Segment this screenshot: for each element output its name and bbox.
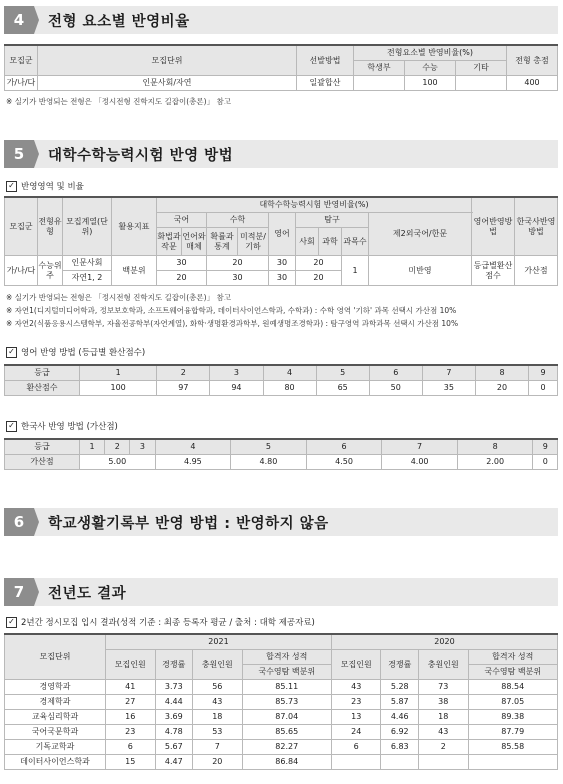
score: 2.00 [457,455,533,470]
cell: 20 [296,271,342,286]
cell: 4.47 [155,755,193,770]
cell: 미반영 [369,256,472,286]
cell: 85.11 [242,680,331,695]
score: 0 [533,455,558,470]
grade: 4 [155,439,231,455]
score: 50 [369,381,422,396]
cell: 87.04 [242,710,331,725]
col-pct: 국수영탐 백분위 [242,665,331,680]
cell: 6 [106,740,156,755]
score: 5.00 [80,455,156,470]
subsection-heading [6,616,315,628]
table-row [5,256,558,271]
section-title: 학교생활기록부 반영 방법 : 반영하지 않음 [48,515,329,532]
col-ratio: 전형요소별 반영비율(%) [354,45,507,61]
cell: 24 [331,725,381,740]
col-inquiry: 탐구 [296,213,369,228]
table-row [5,680,558,695]
grade: 3 [130,439,155,455]
col-2021: 2021 [106,634,332,650]
cell: 87.79 [468,725,557,740]
col-korean: 국어 [157,213,207,228]
cell: 87.05 [468,695,557,710]
cell: 4.46 [381,710,419,725]
checkbox-icon: ✓ [6,347,17,358]
cell: 5.67 [155,740,193,755]
col-type: 전형유형 [38,197,63,256]
col-science: 과학 [319,228,342,256]
cell: 18 [193,710,243,725]
cell: 1 [342,256,369,286]
col-pct: 국수영탐 백분위 [468,665,557,680]
subsection-heading [6,420,118,432]
cell: 86.84 [242,755,331,770]
grade: 5 [231,439,307,455]
col-total: 전형 총점 [507,45,558,76]
grade: 4 [263,365,316,381]
score: 65 [316,381,369,396]
cell: 82.27 [242,740,331,755]
section-7-header [4,578,558,606]
cell: 경영학과 [5,680,106,695]
cell: 30 [157,256,207,271]
table-row [5,740,558,755]
cell: 23 [331,695,381,710]
col-group: 모집군 [5,197,38,256]
cell: 89.38 [468,710,557,725]
cell: 가/나/다 [5,256,38,286]
cell: 5.87 [381,695,419,710]
col-second: 제2외국어/한문 [369,213,472,256]
score: 0 [529,381,558,396]
col-comp: 경쟁률 [155,650,193,680]
score: 97 [157,381,210,396]
cell: 2 [419,740,469,755]
col-2020: 2020 [331,634,557,650]
cell: 20 [193,755,243,770]
col-k1: 화법과작문 [157,228,182,256]
cell: 수능위주 [38,256,63,286]
cell: 5.28 [381,680,419,695]
score: 100 [80,381,157,396]
cell: 18 [419,710,469,725]
cell: 4.78 [155,725,193,740]
cell: 13 [331,710,381,725]
section-title: 전형 요소별 반영비율 [48,13,190,30]
subsection-label: 한국사 반영 방법 (가산점) [21,422,118,432]
cell: 기독교학과 [5,740,106,755]
cell: 43 [419,725,469,740]
cell [381,755,419,770]
grade: 8 [457,439,533,455]
col-index: 활용지표 [112,197,157,256]
cell [354,76,405,91]
cell: 30 [269,256,296,271]
score: 80 [263,381,316,396]
table-row [5,710,558,725]
col-method: 선발방법 [297,45,354,76]
score: 4.50 [306,455,382,470]
cell: 16 [106,710,156,725]
cell: 7 [193,740,243,755]
cell: 백분위 [112,256,157,286]
cell: 85.73 [242,695,331,710]
cell: 6.92 [381,725,419,740]
cell [331,755,381,770]
note: ※ 자연2(식품응용시스템학부, 자율전공학부(자연계열), 화학·생명환경과학부, 원예생명조경학과) : 탐구영역 과학과목 선택시 가산점 10% [6,319,459,328]
section-number: 5 [4,140,34,168]
cell: 85.58 [468,740,557,755]
grade: 9 [529,365,558,381]
col-english: 영어 [269,213,296,256]
table-row [5,76,558,91]
section-number: 4 [4,6,34,34]
checkbox-icon: ✓ [6,617,17,628]
section-number: 6 [4,508,34,536]
col-school: 학생부 [354,61,405,76]
table-row [5,455,558,470]
grade: 2 [105,439,130,455]
cell: 30 [269,271,296,286]
grade: 9 [533,439,558,455]
col-hist-method: 한국사반영방법 [515,197,558,256]
cell: 등급별환산점수 [472,256,515,286]
section-5-header [4,140,558,168]
col-k2: 언어와매체 [182,228,207,256]
section-title: 전년도 결과 [48,585,127,602]
cell: 73 [419,680,469,695]
col-waitlist: 충원인원 [193,650,243,680]
cell: 4.44 [155,695,193,710]
cell: 53 [193,725,243,740]
subsection-heading [6,180,84,192]
cell: 가산점 [515,256,558,286]
ratio-table [4,44,558,91]
cell: 인문사회/자연 [38,76,297,91]
col-suneung: 수능 [405,61,456,76]
table-row [5,725,558,740]
english-table [4,364,558,396]
row-label: 가산점 [5,455,80,470]
cell: 23 [106,725,156,740]
score: 20 [475,381,528,396]
checkbox-icon: ✓ [6,421,17,432]
subsection-heading [6,346,145,358]
cell [468,755,557,770]
cell: 43 [193,695,243,710]
cell: 400 [507,76,558,91]
col-etc: 기타 [456,61,507,76]
note: ※ 실기가 반영되는 전형은 「정시전형 진학지도 길잡이(총론)」 참고 [6,97,231,106]
subsection-label: 반영영역 및 비율 [21,182,84,192]
col-math: 수학 [207,213,269,228]
grade: 8 [475,365,528,381]
grade: 6 [369,365,422,381]
col-score: 합격자 성적 [468,650,557,665]
checkbox-icon: ✓ [6,181,17,192]
col-group: 모집군 [5,45,38,76]
suneung-table [4,196,558,286]
section-number: 7 [4,578,34,606]
grade: 7 [422,365,475,381]
section-4-header [4,6,558,34]
table-row [5,755,558,770]
subsection-label: 영어 반영 방법 (등급별 환산점수) [21,348,146,358]
cell: 국어국문학과 [5,725,106,740]
cell: 41 [106,680,156,695]
history-table [4,438,558,470]
subsection-label: 2년간 정시모집 입시 결과(성적 기준 : 최종 등록자 평균 / 출처 : 대학 제공자료) [21,618,315,628]
table-row [5,381,558,396]
cell: 6.83 [381,740,419,755]
cell: 100 [405,76,456,91]
score: 4.80 [231,455,307,470]
cell: 20 [296,256,342,271]
section-6-header [4,508,558,536]
cell: 자연1, 2 [63,271,112,286]
cell: 경제학과 [5,695,106,710]
col-subjects: 과목수 [342,228,369,256]
col-eng-method: 영어반영방법 [472,197,515,256]
section-title: 대학수학능력시험 반영 방법 [48,147,234,164]
cell: 85.65 [242,725,331,740]
cell: 3.73 [155,680,193,695]
cell: 6 [331,740,381,755]
cell: 38 [419,695,469,710]
cell: 3.69 [155,710,193,725]
score: 4.00 [382,455,458,470]
cell: 15 [106,755,156,770]
col-quota: 모집인원 [106,650,156,680]
cell: 56 [193,680,243,695]
col-unit: 모집단위 [5,634,106,680]
table-row [5,695,558,710]
cell [419,755,469,770]
col-unit: 모집단위 [38,45,297,76]
score: 4.95 [155,455,231,470]
col-quota: 모집인원 [331,650,381,680]
cell: 43 [331,680,381,695]
col-social: 사회 [296,228,319,256]
score: 94 [210,381,263,396]
cell: 30 [207,271,269,286]
col-ratio: 대학수학능력시험 반영비율(%) [157,197,472,213]
cell [456,76,507,91]
col-grade: 등급 [5,439,80,455]
note: ※ 자연1(디지털미디어학과, 정보보호학과, 소프트웨어융합학과, 데이터사이언스학과, 수학과) : 수학 영역 '기하' 과목 선택시 가산점 10% [6,306,457,315]
grade: 7 [382,439,458,455]
row-label: 환산점수 [5,381,80,396]
col-comp: 경쟁률 [381,650,419,680]
cell: 인문사회 [63,256,112,271]
cell: 27 [106,695,156,710]
col-m1: 확률과통계 [207,228,238,256]
score: 35 [422,381,475,396]
grade: 1 [80,365,157,381]
grade: 3 [210,365,263,381]
col-score: 합격자 성적 [242,650,331,665]
note: ※ 실기가 반영되는 전형은 「정시전형 진학지도 길잡이(총론)」 참고 [6,293,231,302]
col-m2: 미적분/기하 [238,228,269,256]
cell: 20 [207,256,269,271]
col-grade: 등급 [5,365,80,381]
grade: 1 [80,439,105,455]
grade: 6 [306,439,382,455]
col-track: 모집계열(단위) [63,197,112,256]
cell: 20 [157,271,207,286]
cell: 88.54 [468,680,557,695]
cell: 일괄합산 [297,76,354,91]
grade: 5 [316,365,369,381]
grade: 2 [157,365,210,381]
results-table [4,633,558,770]
cell: 가/나/다 [5,76,38,91]
cell: 교육심리학과 [5,710,106,725]
cell: 데이터사이언스학과 [5,755,106,770]
col-waitlist: 충원인원 [419,650,469,680]
